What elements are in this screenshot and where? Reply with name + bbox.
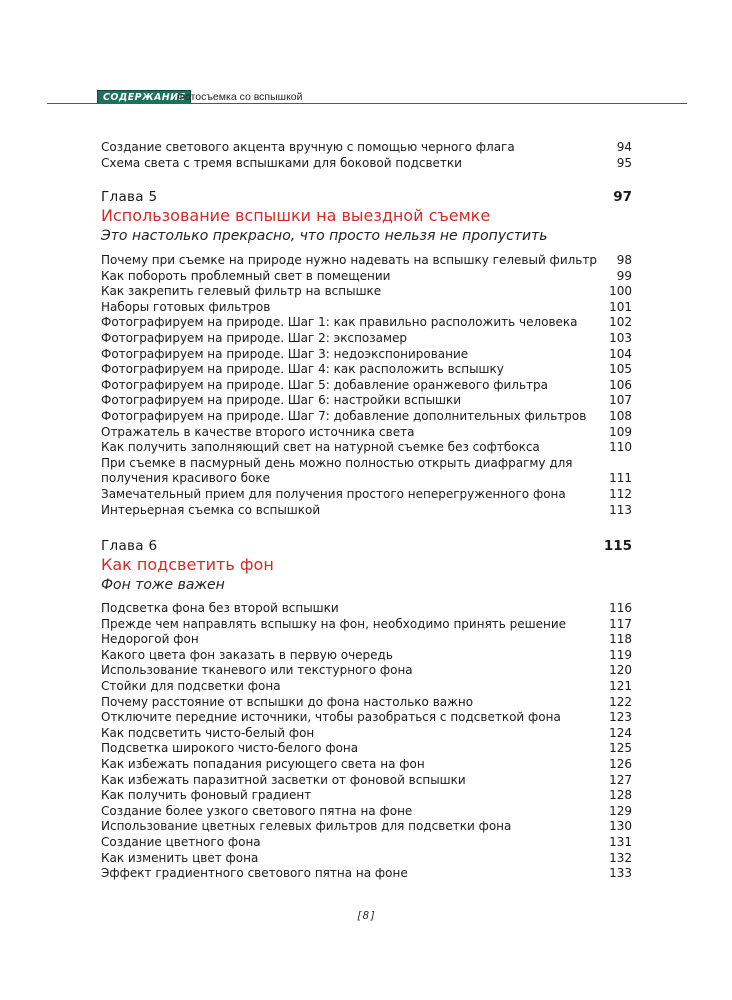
- toc-entry-title: Использование тканевого или текстурного фона: [101, 663, 413, 678]
- toc-entry-page: 113: [609, 502, 632, 517]
- toc-entry-title: Почему при съемке на природе нужно надевать на вспышку гелевый фильтр: [101, 253, 597, 267]
- toc-entry-page: 124: [609, 725, 632, 740]
- toc-entry-title: Фотографируем на природе. Шаг 4: как расположить вспышку: [101, 362, 504, 377]
- toc-entry-page: 100: [609, 284, 632, 299]
- toc-entry[interactable]: [101, 140, 632, 156]
- toc-entry[interactable]: [101, 804, 632, 820]
- toc-entry-page: 126: [609, 756, 632, 771]
- toc-entry[interactable]: [101, 409, 632, 425]
- toc-entry-page: 105: [609, 362, 632, 377]
- toc-entry-title: Фотографируем на природе. Шаг 7: добавление дополнительных фильтров: [101, 408, 587, 423]
- toc-entry-title: Подсветка широкого чисто-белого фона: [101, 741, 359, 756]
- chapter-page: 97: [613, 189, 632, 205]
- chapter-subtitle: Это настолько прекрасно, что просто нельзя не пропустить: [101, 228, 548, 244]
- toc-entry-page: 101: [609, 299, 632, 314]
- toc-entry-page: 121: [609, 678, 632, 693]
- toc-entry-title: Как закрепить гелевый фильтр на вспышке: [101, 284, 382, 299]
- toc-entry-title: Создание светового акцента вручную с помощью черного флага: [101, 140, 515, 154]
- toc-entry[interactable]: [101, 851, 632, 867]
- toc-entry-title: Отключите передние источники, чтобы разобраться с подсветкой фона: [101, 710, 561, 725]
- toc-entry[interactable]: [101, 601, 632, 617]
- toc-entry-page: 104: [609, 346, 632, 361]
- toc-entry[interactable]: [101, 788, 632, 804]
- toc-entry[interactable]: [101, 315, 632, 331]
- toc-entry[interactable]: [101, 632, 632, 648]
- toc-entry[interactable]: [101, 757, 632, 773]
- toc-entry-title: Как изменить цвет фона: [101, 850, 259, 865]
- toc-entry[interactable]: [101, 393, 632, 409]
- toc-entry-page: 112: [609, 486, 632, 501]
- toc-entry-title: Недорогой фон: [101, 632, 199, 647]
- toc-entry[interactable]: [101, 156, 632, 172]
- chapter-title[interactable]: Как подсветить фон: [101, 555, 274, 574]
- toc-entry-title: Как получить фоновый градиент: [101, 788, 312, 803]
- chapter-label: Глава 5: [101, 189, 158, 205]
- toc-entry[interactable]: [101, 425, 632, 441]
- toc-entry-title: Подсветка фона без второй вспышки: [101, 601, 339, 615]
- toc-entry-title: Создание цветного фона: [101, 834, 261, 849]
- toc-entry[interactable]: [101, 819, 632, 835]
- toc-entry[interactable]: [101, 617, 632, 633]
- toc-entry-page: 132: [609, 850, 632, 865]
- toc-entry-title: Наборы готовых фильтров: [101, 299, 271, 314]
- toc-entry[interactable]: [101, 269, 632, 285]
- toc-entry-page: 127: [609, 772, 632, 787]
- toc-entry[interactable]: [101, 253, 632, 269]
- toc-entry-page: 120: [609, 663, 632, 678]
- toc-entry-title: Прежде чем направлять вспышку на фон, необходимо принять решение: [101, 616, 567, 631]
- toc-entry-page: 133: [609, 866, 632, 881]
- toc-entry-page: 125: [609, 741, 632, 756]
- toc-entry-page: 119: [609, 647, 632, 662]
- toc-entry[interactable]: [101, 866, 632, 882]
- toc-entry-title: Фотографируем на природе. Шаг 3: недоэкспонирование: [101, 346, 469, 361]
- toc-entry[interactable]: [101, 284, 632, 300]
- toc-entry-page: 95: [616, 155, 632, 170]
- toc-entry[interactable]: [101, 456, 632, 487]
- chapter-label: Глава 6: [101, 538, 158, 554]
- toc-entry[interactable]: [101, 695, 632, 711]
- toc-entry-title: Замечательный прием для получения простого неперегруженного фона: [101, 486, 566, 501]
- toc-entry-title: Фотографируем на природе. Шаг 6: настройки вспышки: [101, 393, 462, 408]
- book-title: Фотосъемка со вспышкой: [177, 91, 303, 103]
- toc-entry[interactable]: [101, 710, 632, 726]
- toc-entry-page: 117: [609, 616, 632, 631]
- toc-entry-page: 106: [609, 377, 632, 392]
- toc-entry[interactable]: [101, 773, 632, 789]
- page-number: [8]: [356, 909, 376, 922]
- toc-entry-page: 110: [609, 440, 632, 455]
- toc-entry-title: Как избежать паразитной засветки от фоновой вспышки: [101, 772, 466, 787]
- toc-entry-page: 98: [616, 253, 632, 267]
- toc-entry-page: 131: [609, 834, 632, 849]
- toc-entry[interactable]: [101, 503, 632, 519]
- chapter-5-entries: [101, 253, 632, 518]
- toc-entry-page: 122: [609, 694, 632, 709]
- toc-entry-page: 109: [609, 424, 632, 439]
- toc-entry-title: Эффект градиентного светового пятна на фоне: [101, 866, 408, 881]
- chapter-5-heading: [101, 189, 632, 246]
- toc-entry-page: 116: [609, 601, 632, 615]
- toc-entry-title: При съемке в пасмурный день можно полностью открыть диафрагму для получения красивого боке: [101, 455, 573, 486]
- chapter-title[interactable]: Использование вспышки на выездной съемке: [101, 206, 491, 225]
- toc-top-entries: [101, 140, 632, 171]
- toc-entry-page: 128: [609, 788, 632, 803]
- running-header: [97, 90, 687, 104]
- toc-entry-title: Использование цветных гелевых фильтров для подсветки фона: [101, 819, 512, 834]
- chapter-6-heading: [101, 538, 632, 595]
- toc-entry-title: Фотографируем на природе. Шаг 2: экспозамер: [101, 330, 408, 345]
- toc-entry-page: 99: [616, 268, 632, 283]
- toc-entry[interactable]: [101, 487, 632, 503]
- toc-entry[interactable]: [101, 835, 632, 851]
- toc-entry[interactable]: [101, 378, 632, 394]
- toc-entry-page: 111: [609, 471, 632, 486]
- toc-entry[interactable]: [101, 347, 632, 363]
- toc-entry-title: Стойки для подсветки фона: [101, 678, 281, 693]
- toc-entry[interactable]: [101, 679, 632, 695]
- toc-entry-title: Интерьерная съемка со вспышкой: [101, 502, 321, 517]
- header-divider: [47, 103, 687, 104]
- toc-entry-title: Как подсветить чисто-белый фон: [101, 725, 315, 740]
- toc-entry[interactable]: [101, 362, 632, 378]
- toc-entry[interactable]: [101, 741, 632, 757]
- toc-entry[interactable]: [101, 300, 632, 316]
- toc-entry-page: 129: [609, 803, 632, 818]
- toc-entry-page: 118: [609, 632, 632, 647]
- toc-entry-page: 102: [609, 315, 632, 330]
- toc-entry[interactable]: [101, 648, 632, 664]
- chapter-page: 115: [603, 538, 632, 554]
- toc-entry-title: Фотографируем на природе. Шаг 5: добавление оранжевого фильтра: [101, 377, 548, 392]
- toc-entry-title: Как избежать попадания рисующего света на фон: [101, 756, 425, 771]
- toc-entry[interactable]: [101, 726, 632, 742]
- toc-entry-page: 94: [616, 140, 632, 154]
- toc-entry[interactable]: [101, 331, 632, 347]
- toc-entry-title: Фотографируем на природе. Шаг 1: как правильно расположить человека: [101, 315, 578, 330]
- toc-entry-title: Схема света с тремя вспышками для боковой подсветки: [101, 155, 462, 170]
- toc-entry-title: Как побороть проблемный свет в помещении: [101, 268, 391, 283]
- chapter-subtitle: Фон тоже важен: [101, 577, 225, 593]
- section-badge: СОДЕРЖАНИЕ: [97, 90, 191, 104]
- chapter-6-entries: [101, 601, 632, 882]
- toc-entry-page: 108: [609, 408, 632, 423]
- toc-entry-page: 103: [609, 330, 632, 345]
- toc-entry-page: 107: [609, 393, 632, 408]
- toc-entry-title: Как получить заполняющий свет на натурной съемке без софтбокса: [101, 440, 540, 455]
- toc-entry-title: Отражатель в качестве второго источника света: [101, 424, 415, 439]
- toc-entry-title: Почему расстояние от вспышки до фона настолько важно: [101, 694, 474, 709]
- toc-entry[interactable]: [101, 440, 632, 456]
- toc-entry-title: Создание более узкого светового пятна на фоне: [101, 803, 413, 818]
- toc-entry[interactable]: [101, 663, 632, 679]
- toc-entry-title: Какого цвета фон заказать в первую очередь: [101, 647, 393, 662]
- toc-entry-page: 130: [609, 819, 632, 834]
- toc-entry-page: 123: [609, 710, 632, 725]
